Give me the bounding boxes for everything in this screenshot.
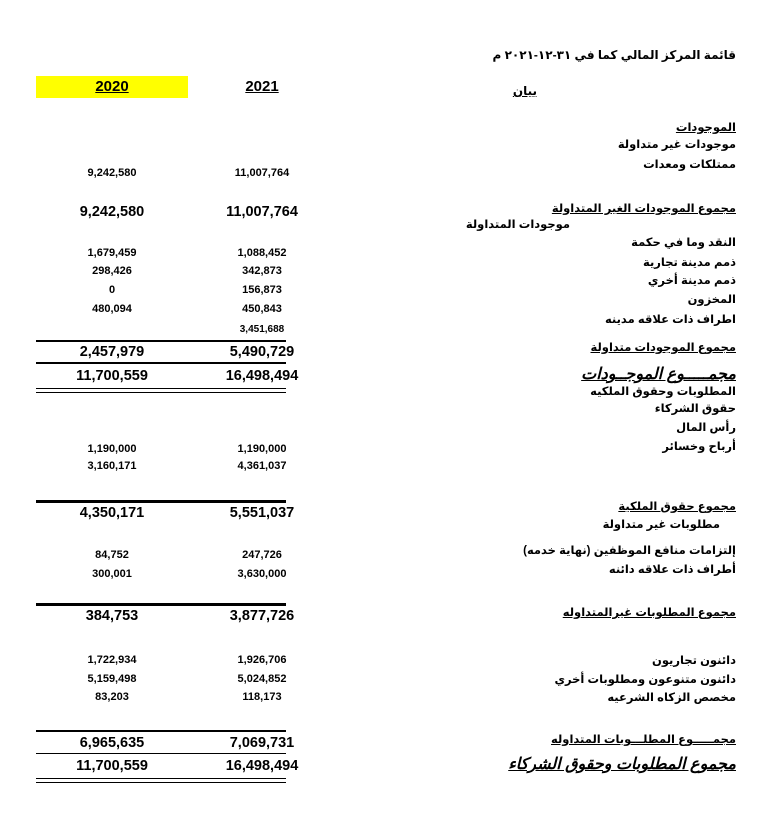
value-related-party-debit-2021: 3,451,688 <box>239 324 285 335</box>
label-ppe: ممتلكات ومعدات <box>643 159 736 171</box>
value-other-receivables-2021: 156,873 <box>242 284 282 296</box>
label-assets: الموجودات <box>675 122 736 134</box>
value-profit-loss-2020: 3,160,171 <box>87 460 137 472</box>
value-related-party-credit-2021: 3,630,000 <box>237 568 287 580</box>
value-total-liabilities-equity-2021: 16,498,494 <box>225 758 299 774</box>
label-total-current-liabilities: مجمـــــوع المطلـــوبات المتداوله <box>551 734 736 746</box>
value-total-equity-2021: 5,551,037 <box>229 505 295 521</box>
value-total-liabilities-equity-2020: 11,700,559 <box>76 758 148 774</box>
value-trade-payables-2020: 1,722,934 <box>87 654 137 666</box>
label-other-payables: دائنون متنوعون ومطلوبات أخري <box>554 674 736 686</box>
label-profit-loss: أرباح وخسائر <box>662 441 736 453</box>
column-header-statement: بيان <box>512 84 537 98</box>
value-inventory-2021: 450,843 <box>242 303 282 315</box>
label-total-assets: مجمـــــوع الموجــودات <box>581 366 736 383</box>
total-line-liabilities-equity <box>36 753 286 754</box>
label-trade-receivables: ذمم مدينة تجارية <box>642 257 736 269</box>
label-partners-equity: حقوق الشركاء <box>654 403 736 415</box>
value-end-of-service-2020: 84,752 <box>95 549 129 561</box>
double-line-total-assets <box>36 388 286 393</box>
value-capital-2021: 1,190,000 <box>237 443 287 455</box>
value-ppe-2020: 9,242,580 <box>87 167 137 179</box>
value-other-payables-2021: 5,024,852 <box>237 673 287 685</box>
label-other-receivables: ذمم مدينة أخري <box>647 275 736 287</box>
label-related-party-credit: أطراف ذات علاقه دائنه <box>608 564 736 576</box>
value-trade-receivables-2020: 298,426 <box>92 265 132 277</box>
value-total-non-current-assets-2021: 11,007,764 <box>226 204 298 220</box>
label-total-current-assets: مجموع الموجودات متداولة <box>590 342 736 354</box>
value-related-party-credit-2020: 300,001 <box>92 568 132 580</box>
label-non-current-liabilities: مطلوبات غير متداولة <box>602 519 720 531</box>
value-total-equity-2020: 4,350,171 <box>79 505 145 521</box>
label-related-party-debit: اطراف ذات علاقه مدينه <box>604 314 736 326</box>
total-line-non-current-liabilities <box>36 603 286 606</box>
double-line-total-liabilities-equity <box>36 778 286 783</box>
label-capital: رأس المال <box>676 422 736 434</box>
label-total-liabilities-equity: مجموع المطلوبات وحقوق الشركاء <box>508 756 736 773</box>
value-trade-payables-2021: 1,926,706 <box>237 654 287 666</box>
label-non-current-assets: موجودات غير متداولة <box>617 139 736 151</box>
value-cash-2021: 1,088,452 <box>237 247 287 259</box>
value-profit-loss-2021: 4,361,037 <box>237 460 287 472</box>
value-total-non-current-liabilities-2020: 384,753 <box>85 608 139 624</box>
value-total-assets-2021: 16,498,494 <box>225 368 299 384</box>
value-cash-2020: 1,679,459 <box>87 247 137 259</box>
statement-title: قائمة المركز المالي كما في ٣١-١٢-٢٠٢١ م <box>492 48 736 62</box>
label-total-non-current-liabilities: مجموع المطلوبات غيرالمتداوله <box>562 607 736 619</box>
value-inventory-2020: 480,094 <box>92 303 132 315</box>
value-other-receivables-2020: 0 <box>108 284 116 296</box>
value-trade-receivables-2021: 342,873 <box>242 265 282 277</box>
column-header-2021: 2021 <box>245 78 279 95</box>
label-zakat: مخصص الزكاه الشرعيه <box>607 692 736 704</box>
value-capital-2020: 1,190,000 <box>87 443 137 455</box>
total-line-current-assets <box>36 340 286 342</box>
value-ppe-2021: 11,007,764 <box>234 167 290 179</box>
value-total-non-current-liabilities-2021: 3,877,726 <box>229 608 295 624</box>
value-total-current-liabilities-2021: 7,069,731 <box>229 735 295 751</box>
value-other-payables-2020: 5,159,498 <box>87 673 137 685</box>
total-line-equity <box>36 500 286 503</box>
value-zakat-2021: 118,173 <box>242 691 282 703</box>
value-total-current-liabilities-2020: 6,965,635 <box>79 735 145 751</box>
label-cash: النقد وما في حكمة <box>631 237 736 249</box>
label-current-assets: موجودات المتداولة <box>465 219 570 231</box>
label-total-non-current-assets: مجموع الموجودات الغير المتداولة <box>551 203 736 215</box>
column-header-2020: 2020 <box>36 76 188 98</box>
label-trade-payables: دائنون تجاريون <box>652 655 736 667</box>
value-total-assets-2020: 11,700,559 <box>76 368 148 384</box>
total-line-current-liabilities <box>36 730 286 732</box>
label-total-equity: مجموع حقوق الملكية <box>618 501 736 513</box>
label-inventory: المخزون <box>687 294 736 306</box>
value-total-current-assets-2020: 2,457,979 <box>79 344 145 360</box>
label-liabilities-equity: المطلوبات وحقوق الملكيه <box>590 386 736 398</box>
total-line-assets <box>36 362 286 364</box>
value-total-non-current-assets-2020: 9,242,580 <box>79 204 145 220</box>
value-end-of-service-2021: 247,726 <box>242 549 282 561</box>
value-zakat-2020: 83,203 <box>95 691 129 703</box>
label-end-of-service: إلتزامات منافع الموظفين (نهاية خدمه) <box>523 545 736 557</box>
value-total-current-assets-2021: 5,490,729 <box>229 344 295 360</box>
